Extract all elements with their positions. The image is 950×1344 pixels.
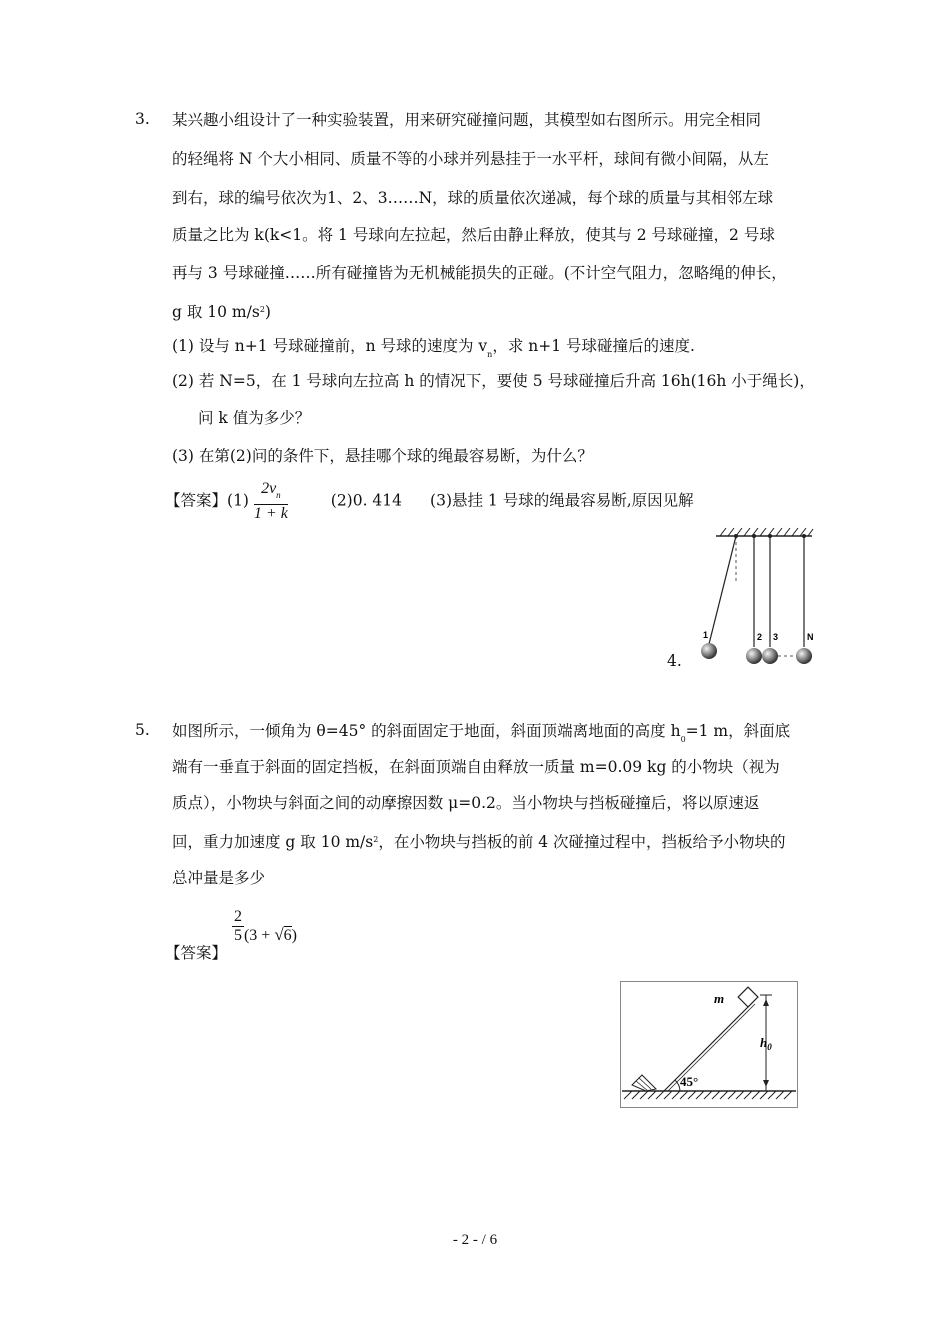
q3-part-1-sub: n [487, 350, 493, 359]
ball-n-label: N [807, 632, 814, 642]
q3-answer-frac-den: 1 + k [253, 505, 288, 522]
height-label-main: h [760, 1035, 768, 1050]
ball-1-label: 1 [703, 630, 709, 640]
q3-answer-p3: (3)悬挂 1 号球的绳最容易断,原因见解 [430, 491, 694, 510]
page-number: - 2 - / 6 [452, 1232, 498, 1248]
q3-answer-label: 【答案】 [165, 491, 228, 510]
ball-3-label: 3 [773, 632, 779, 642]
ball-3 [762, 648, 778, 664]
q3-line-3: 到右，球的编号依次为1、2、3……N，球的质量依次递减，每个球的质量与其相邻左球 [172, 189, 774, 207]
question-4-number: 4. [667, 652, 682, 670]
q3-answer-p2: (2)0. 414 [330, 491, 403, 510]
q3-line-6-sup: 2 [259, 305, 265, 314]
height-label-sub: 0 [767, 1042, 772, 1052]
mass-label: m [714, 991, 725, 1006]
q5-line-1-sub: 0 [680, 735, 686, 744]
q5-line-5: 总冲量是多少 [172, 869, 266, 887]
q5-line-4-sup: 2 [373, 835, 379, 844]
q5-answer-frac-num: 2 [233, 908, 242, 925]
q3-part-1 [172, 336, 695, 365]
q5-line-2: 端有一垂直于斜面的固定挡板，在斜面顶端自由释放一质量 m=0.09 kg 的小物块（视为 [172, 758, 780, 776]
question-5-number: 5. [135, 721, 150, 739]
q5-line-4-end: ，在小物块与挡板的前 4 次碰撞过程中，挡板给予小物块的 [378, 833, 786, 851]
q3-answer-p1-prefix: (1) [227, 491, 249, 510]
incline-surface [664, 1002, 753, 1091]
q3-line-5: 再与 3 号球碰撞……所有碰撞皆为无机械能损失的正碰。(不计空气阻力，忽略绳的伸长， [172, 264, 787, 282]
ball-n [796, 648, 812, 664]
q3-line-4: 质量之比为 k(k<1。将 1 号球向左拉起，然后由静止释放，使其与 2 号球碰撞，2 号球 [172, 226, 775, 244]
q5-answer-rest-a: (3 + [243, 927, 275, 944]
q3-answer [165, 480, 694, 523]
q5-answer-label: 【答案】 [165, 944, 228, 962]
q5-answer: 【答案】 $\frac{2}{5}$ (3 + √6) [165, 908, 297, 962]
q3-answer-frac-num-sub: n [276, 490, 281, 500]
pendulum-figure [698, 526, 820, 668]
q3-part-3: (3) 在第(2)问的条件下，悬挂哪个球的绳最容易断，为什么？ [172, 447, 593, 465]
stopper-plate [632, 1075, 656, 1091]
q3-line-2: 的轻绳将 N 个大小相同、质量不等的小球并列悬挂于一水平杆，球间有微小间隔，从左 [172, 150, 769, 168]
q3-line-6-text: g 取 10 m/s [172, 303, 260, 321]
q5-line-3: 质点），小物块与斜面之间的动摩擦因数 μ=0.2。当小物块与挡板碰撞后，将以原速返 [172, 794, 760, 812]
q3-line-1: 某兴趣小组设计了一种实验装置，用来研究碰撞问题，其模型如右图所示。用完全相同 [172, 111, 762, 129]
ball-1 [701, 643, 717, 659]
incline-figure [620, 981, 800, 1109]
ball-2 [746, 648, 762, 664]
height-label [760, 1035, 772, 1052]
q3-part-1-text: (1) 设与 n+1 号球碰撞前，n 号球的速度为 v [172, 337, 488, 355]
question-3-number: 3. [135, 110, 150, 128]
q5-line-1 [172, 721, 790, 750]
q3-part-2-line-2: 问 k 值为多少？ [198, 409, 311, 427]
q5-answer-frac-den: 5 [233, 927, 242, 944]
q3-answer-fraction [254, 480, 288, 523]
q3-line-6 [172, 300, 271, 322]
q5-line-1-end: =1 m，斜面底 [685, 722, 791, 740]
q5-line-4-text: 回，重力加速度 g 取 10 m/s [172, 833, 374, 851]
q5-line-1-text: 如图所示，一倾角为 θ=45° 的斜面固定于地面，斜面顶端离地面的高度 h [172, 722, 681, 740]
q5-line-4 [172, 830, 786, 852]
q3-part-2-line-1: (2) 若 N=5，在 1 号球向左拉高 h 的情况下，要使 5 号球碰撞后升高 16h(16h 小于绳长)， [172, 372, 815, 390]
q5-answer-fraction [232, 908, 244, 945]
q5-answer-rest-b: ) [291, 927, 297, 944]
q3-answer-frac-num: 2v [261, 480, 277, 497]
q3-line-6-end: ) [264, 303, 271, 321]
q5-answer-sqrt-arg: 6 [283, 927, 292, 944]
angle-label: 45° [680, 1074, 699, 1089]
q3-part-1-end: ，求 n+1 号球碰撞后的速度. [492, 337, 695, 355]
string-1 [709, 536, 736, 644]
ball-2-label: 2 [757, 632, 763, 642]
